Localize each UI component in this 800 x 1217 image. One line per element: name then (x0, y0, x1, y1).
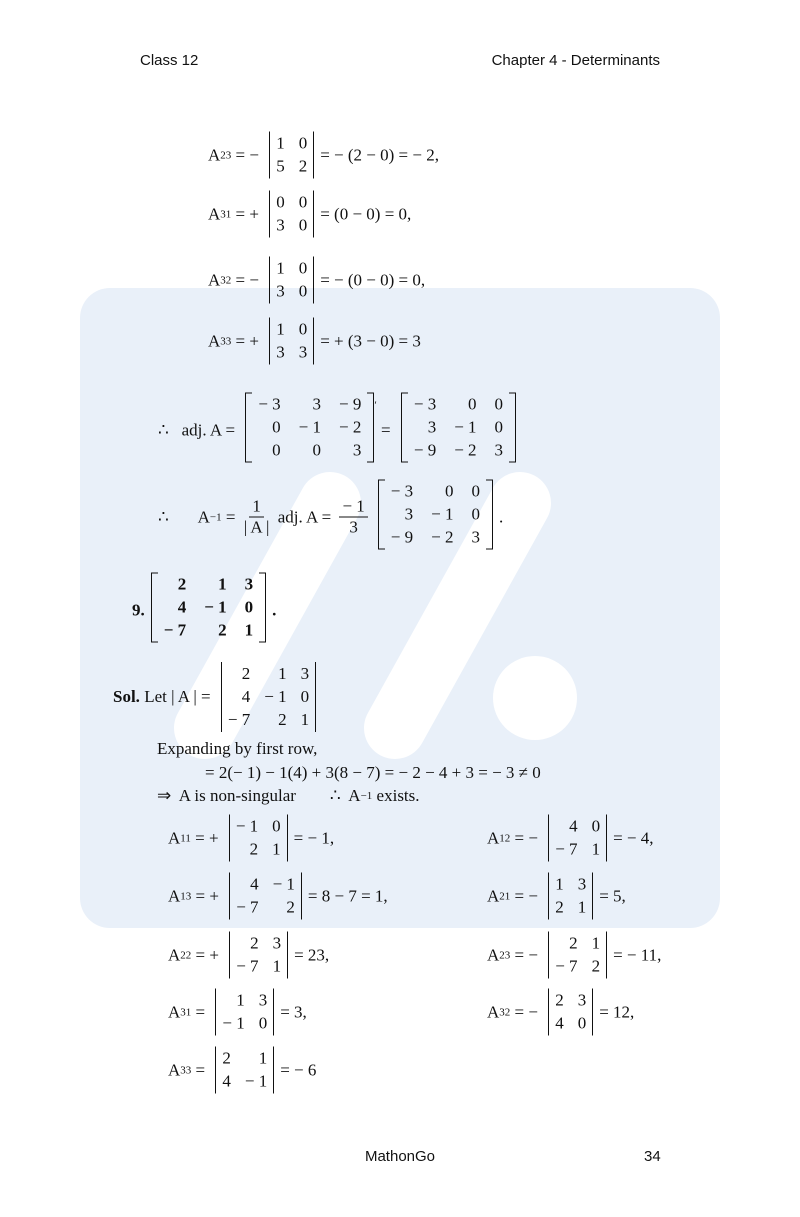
matrix-cell: 1 (278, 664, 287, 683)
cofactor-result: = − 6 (280, 1060, 317, 1079)
question-matrix (145, 573, 272, 648)
matrix-cell: − 1 (431, 504, 454, 524)
matrix-grid (408, 393, 509, 463)
cofactor-sign: = − (510, 828, 543, 847)
cofactor-result: = − 1, (293, 828, 335, 847)
cofactor-sign: = − (231, 145, 264, 164)
matrix-grid (269, 257, 314, 304)
adjoint-equation (158, 393, 522, 468)
matrix-cell: − 2 (454, 440, 477, 460)
adjoint-prefix: ∴ adj. A = (158, 420, 240, 439)
matrix-cell: 1 (577, 897, 587, 917)
cofactor-a23b (487, 932, 661, 979)
matrix-cell: 3 (312, 394, 322, 414)
cofactor-a21 (487, 873, 626, 920)
matrix-cell: − 7 (227, 710, 251, 729)
matrix-cell: − 1 (222, 1013, 245, 1033)
bracket (509, 393, 516, 463)
numerator: − 1 (339, 497, 367, 518)
cofactor-result: = + (3 − 0) = 3 (320, 331, 421, 350)
conclusion-end: exists. (372, 786, 420, 805)
matrix-cell: 2 (555, 990, 564, 1010)
cofactor-subscript: 23 (499, 949, 511, 961)
cofactor-result: = − (0 − 0) = 0, (320, 270, 426, 289)
fraction-minus-one-third (339, 497, 367, 538)
cofactor-subscript: 23 (220, 149, 232, 161)
matrix-cell: 0 (258, 1013, 268, 1033)
inverse-exponent: −1 (209, 511, 222, 523)
matrix-cell: 2 (222, 1048, 231, 1068)
matrix-cell: 2 (298, 156, 308, 176)
matrix-cell: 0 (272, 440, 281, 460)
matrix-grid (215, 1047, 274, 1094)
denominator: 3 (349, 517, 358, 537)
cofactor-subscript: 11 (180, 832, 191, 844)
matrix-cell: 5 (276, 156, 285, 176)
cofactor-a33 (208, 318, 421, 365)
matrix-grid (548, 989, 593, 1036)
transpose-mark: ′ (374, 399, 377, 411)
matrix-cell: 4 (555, 1013, 564, 1033)
matrix-cell: 1 (555, 874, 564, 894)
bracket (151, 573, 158, 643)
matrix-cell: − 7 (163, 620, 187, 640)
matrix-cell: 3 (577, 874, 587, 894)
cofactor-a22 (168, 932, 329, 979)
matrix-grid (269, 132, 314, 179)
cofactor-label: A (208, 331, 221, 350)
cofactor-subscript: 32 (499, 1006, 511, 1018)
matrix-cell: 1 (591, 839, 601, 859)
question-number: 9. (132, 600, 145, 619)
matrix-cell: 3 (276, 215, 285, 235)
matrix-cell: 3 (427, 417, 437, 437)
cofactor-sign: = (191, 1060, 210, 1079)
matrix-cell: 2 (286, 897, 295, 917)
cofactor-a11 (168, 815, 334, 862)
cofactor-subscript: 21 (499, 890, 511, 902)
matrix-cell: − 1 (298, 417, 322, 437)
cofactor-result: = 12, (599, 1002, 635, 1021)
matrix-cell: 0 (244, 597, 254, 617)
cofactor-subscript: 22 (180, 949, 192, 961)
cofactor-result: = 8 − 7 = 1, (307, 886, 388, 905)
cofactor-subscript: 33 (180, 1064, 192, 1076)
numerator: 1 (249, 497, 264, 518)
matrix-cell: 1 (272, 956, 282, 976)
inverse-equation (158, 480, 503, 555)
matrix-grid (229, 932, 288, 979)
denominator: | A | (243, 517, 270, 537)
cofactor-matrix (239, 393, 380, 468)
cofactor-result: = 5, (599, 886, 626, 905)
page-number: 34 (644, 1148, 661, 1165)
matrix-cell: − 1 (454, 417, 477, 437)
bracket (367, 393, 377, 463)
cofactor-sign: = + (190, 828, 223, 847)
cofactor-result: = 23, (294, 945, 330, 964)
cofactor-label: A (487, 945, 500, 964)
matrix-cell: 1 (591, 933, 601, 953)
matrix-cell: 1 (272, 839, 281, 859)
matrix-cell: 0 (298, 258, 308, 278)
determinant-a (215, 662, 322, 732)
matrix-cell: 0 (300, 687, 310, 706)
conclusion-text: ⇒ A is non-singular ∴ A (157, 786, 361, 805)
matrix-cell: − 9 (413, 440, 437, 460)
matrix-cell: 0 (494, 417, 504, 437)
matrix-cell: 0 (276, 192, 285, 212)
matrix-grid (252, 393, 367, 463)
matrix-cell: 0 (298, 281, 308, 301)
matrix-grid (548, 932, 607, 979)
question-9 (132, 573, 276, 648)
matrix-cell: 3 (494, 440, 504, 460)
matrix-cell: 3 (577, 990, 587, 1010)
matrix-grid (158, 573, 259, 643)
cofactor-sign: = − (510, 1002, 543, 1021)
matrix-cell: 3 (471, 527, 480, 547)
cofactor-a12 (487, 815, 654, 862)
matrix-cell: 3 (272, 933, 282, 953)
matrix-cell: − 3 (413, 394, 437, 414)
cofactor-a13 (168, 873, 388, 920)
matrix-cell: − 7 (236, 956, 259, 976)
matrix-cell: 3 (298, 342, 308, 362)
solution-label: Sol. (113, 687, 140, 706)
solution-let (113, 662, 322, 732)
inverse-matrix (372, 480, 499, 555)
matrix-cell: 0 (298, 192, 308, 212)
matrix-cell: − 7 (236, 897, 259, 917)
matrix-cell: 3 (276, 342, 285, 362)
matrix-cell: 0 (312, 440, 322, 460)
matrix-cell: 4 (250, 874, 259, 894)
matrix-cell: 4 (222, 1071, 231, 1091)
cofactor-subscript: 31 (220, 208, 232, 220)
matrix-cell: − 1 (235, 816, 259, 836)
cofactor-a32 (208, 257, 425, 304)
matrix-cell: 2 (278, 710, 287, 729)
matrix-cell: − 9 (339, 394, 362, 414)
matrix-cell: 3 (404, 504, 414, 524)
matrix-cell: 2 (591, 956, 601, 976)
cofactor-subscript: 31 (180, 1006, 192, 1018)
matrix-cell: 4 (177, 597, 187, 617)
matrix-cell: 0 (471, 481, 480, 501)
cofactor-result: = − (2 − 0) = − 2, (320, 145, 439, 164)
cofactor-sign: = − (231, 270, 264, 289)
bracket (245, 393, 252, 463)
matrix-grid (385, 480, 486, 550)
matrix-cell: 4 (569, 816, 578, 836)
cofactor-subscript: 32 (220, 274, 232, 286)
matrix-cell: 1 (300, 710, 310, 729)
matrix-grid (215, 989, 274, 1036)
bracket (259, 573, 266, 643)
cofactor-label: A (168, 886, 181, 905)
cofactor-a23 (208, 132, 439, 179)
cofactor-a31 (208, 191, 411, 238)
matrix-grid (269, 191, 314, 238)
cofactor-result: = − 11, (613, 945, 662, 964)
conclusion (157, 786, 420, 806)
cofactor-label: A (487, 1002, 500, 1021)
matrix-cell: 3 (258, 990, 268, 1010)
matrix-cell: 0 (298, 215, 308, 235)
matrix-cell: 2 (218, 620, 227, 640)
bracket (401, 393, 408, 463)
cofactor-subscript: 33 (220, 335, 232, 347)
matrix-cell: − 3 (390, 481, 414, 501)
matrix-cell: − 9 (390, 527, 414, 547)
matrix-cell: − 1 (204, 597, 227, 617)
matrix-cell: − 1 (264, 687, 287, 706)
matrix-cell: 2 (249, 839, 259, 859)
matrix-cell: − 7 (555, 956, 578, 976)
matrix-cell: − 2 (339, 417, 362, 437)
cofactor-sign: = − (510, 886, 543, 905)
equals-sign: = (376, 420, 395, 439)
matrix-grid (229, 815, 288, 862)
cofactor-label: A (168, 828, 181, 847)
cofactor-sign: = + (191, 945, 224, 964)
matrix-cell: 2 (569, 933, 578, 953)
cofactor-result: = 3, (280, 1002, 307, 1021)
matrix-cell: 0 (471, 504, 480, 524)
matrix-grid (548, 873, 593, 920)
cofactor-label: A (208, 145, 221, 164)
bracket (486, 480, 493, 550)
cofactor-result: = − 4, (613, 828, 654, 847)
matrix-cell: 0 (494, 394, 504, 414)
matrix-cell: − 7 (555, 839, 578, 859)
matrix-cell: − 3 (258, 394, 281, 414)
matrix-cell: 3 (352, 440, 362, 460)
cofactor-result: = (0 − 0) = 0, (320, 204, 412, 223)
cofactor-sign: = + (191, 886, 224, 905)
cofactor-label: A (487, 828, 500, 847)
equals-sign: = (221, 507, 240, 526)
inverse-exponent: −1 (360, 790, 373, 802)
matrix-cell: 0 (298, 133, 308, 153)
bracket (378, 480, 385, 550)
matrix-cell: 2 (555, 897, 564, 917)
period: . (272, 600, 277, 619)
header-chapter: Chapter 4 - Determinants (491, 52, 660, 69)
matrix-cell: 2 (250, 933, 259, 953)
matrix-cell: − 1 (272, 874, 295, 894)
cofactor-a31b (168, 989, 307, 1036)
matrix-cell: 0 (577, 1013, 587, 1033)
cofactor-subscript: 13 (180, 890, 192, 902)
matrix-cell: 0 (444, 481, 454, 501)
matrix-cell: − 2 (431, 527, 454, 547)
inverse-lhs: ∴ A (158, 507, 210, 526)
expanding-text: Expanding by first row, (157, 739, 318, 758)
cofactor-label: A (168, 945, 181, 964)
matrix-cell: 2 (177, 574, 187, 594)
matrix-cell: 0 (272, 417, 281, 437)
header-class: Class 12 (140, 52, 199, 69)
matrix-cell: 0 (298, 319, 308, 339)
cofactor-label: A (487, 886, 500, 905)
matrix-cell: 4 (241, 687, 251, 706)
let-text: Let | A | = (139, 687, 215, 706)
matrix-grid (548, 815, 607, 862)
cofactor-label: A (208, 270, 221, 289)
period: . (498, 507, 504, 526)
matrix-cell: 1 (276, 133, 285, 153)
matrix-cell: 0 (468, 394, 477, 414)
matrix-cell: 1 (236, 990, 245, 1010)
adjoint-matrix (395, 393, 522, 468)
matrix-cell: 1 (244, 620, 254, 640)
matrix-cell: 1 (258, 1048, 268, 1068)
cofactor-subscript: 12 (499, 832, 511, 844)
footer-brand: MathonGo (364, 1148, 436, 1165)
cofactor-a32b (487, 989, 634, 1036)
matrix-cell: − 1 (244, 1071, 268, 1091)
adj-text: adj. A = (273, 507, 336, 526)
cofactor-sign: = + (231, 204, 264, 223)
expansion-result: = 2(− 1) − 1(4) + 3(8 − 7) = − 2 − 4 + 3 = − 3 ≠ 0 (205, 763, 541, 782)
matrix-grid (269, 318, 314, 365)
fraction-one-over-det (244, 497, 270, 538)
cofactor-a33b (168, 1047, 316, 1094)
matrix-cell: 0 (272, 816, 281, 836)
cofactor-sign: = − (510, 945, 543, 964)
cofactor-sign: = + (231, 331, 264, 350)
matrix-cell: 3 (276, 281, 285, 301)
cofactor-label: A (208, 204, 221, 223)
matrix-grid (229, 873, 302, 920)
cofactor-sign: = (191, 1002, 210, 1021)
matrix-cell: 0 (591, 816, 601, 836)
matrix-cell: 3 (300, 664, 310, 683)
matrix-cell: 3 (244, 574, 254, 594)
cofactor-label: A (168, 1002, 181, 1021)
matrix-cell: 2 (241, 664, 251, 683)
matrix-cell: 1 (276, 258, 285, 278)
matrix-cell: 1 (276, 319, 285, 339)
matrix-grid (221, 662, 316, 732)
matrix-cell: 1 (218, 574, 227, 594)
cofactor-label: A (168, 1060, 181, 1079)
